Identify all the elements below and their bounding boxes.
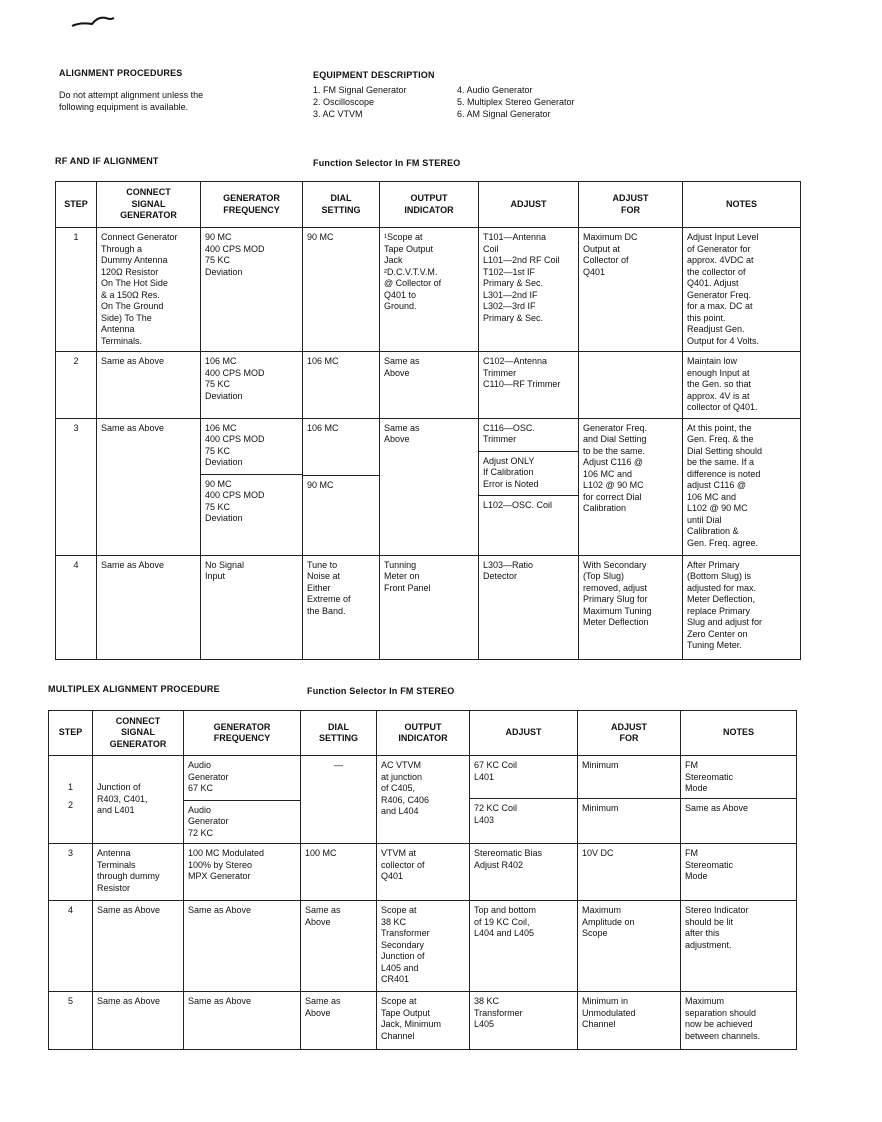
- header-step: STEP: [49, 711, 93, 756]
- header-notes: NOTES: [681, 711, 797, 756]
- connect-junction: Junction of R403, C401, and L401: [97, 782, 148, 815]
- frequency-106: 106 MC 400 CPS MOD 75 KC Deviation: [205, 422, 265, 467]
- frequency-67: Audio Generator 67 KC: [188, 760, 229, 793]
- table-row: [49, 844, 797, 901]
- header-output: OUTPUT INDICATOR: [380, 182, 479, 228]
- connect-cell: Same as Above: [97, 352, 201, 419]
- dial-cell: 90 MC: [303, 228, 380, 352]
- header-output: OUTPUT INDICATOR: [377, 711, 470, 756]
- adjust-for-cell: Maximum DC Output at Collector of Q401: [579, 228, 683, 352]
- adjust-for-cell: Maximum Amplitude on Scope: [578, 901, 681, 992]
- frequency-cell: Same as Above: [184, 992, 301, 1050]
- adjust-for-cell: [578, 756, 681, 844]
- dial-cell: Tune to Noise at Either Extreme of the Band.: [303, 555, 380, 659]
- frequency-cell: Same as Above: [184, 901, 301, 992]
- output-cell: ¹Scope at Tape Output Jack ²D.C.V.T.V.M. @ Collector of Q401 to Ground.: [380, 228, 479, 352]
- table-header-row: [56, 182, 801, 228]
- dial-90: 90 MC: [303, 475, 379, 492]
- dial-106: 106 MC: [307, 422, 339, 433]
- dial-cell: 100 MC: [301, 844, 377, 901]
- equipment-title: EQUIPMENT DESCRIPTION: [313, 70, 435, 80]
- equipment-item: 1. FM Signal Generator: [313, 85, 407, 95]
- header-step: STEP: [56, 182, 97, 228]
- alignment-note: Do not attempt alignment unless the following equipment is available.: [59, 90, 204, 112]
- header-dial: DIAL SETTING: [303, 182, 380, 228]
- adjust-cell: T101—Antenna Coil L101—2nd RF Coil T102—1st IF Primary & Sec. L301—2nd IF L302—3rd IF Primary & Sec.: [479, 228, 579, 352]
- connect-cell: Same as Above: [93, 901, 184, 992]
- equipment-item: 2. Oscilloscope: [313, 97, 375, 107]
- step-cell: 2: [56, 352, 97, 419]
- header-dial: DIAL SETTING: [301, 711, 377, 756]
- step-cell: [49, 756, 93, 844]
- step-cell: 3: [56, 418, 97, 555]
- adjust-note: Adjust ONLY If Calibration Error is Noted: [479, 451, 578, 491]
- dial-cell: Same as Above: [301, 901, 377, 992]
- notes-cell: Maintain low enough Input at the Gen. so that approx. 4V is at collector of Q401.: [683, 352, 801, 419]
- header-frequency: GENERATOR FREQUENCY: [201, 182, 303, 228]
- frequency-cell: 100 MC Modulated 100% by Stereo MPX Generator: [184, 844, 301, 901]
- adjust-for-cell: Minimum in Unmodulated Channel: [578, 992, 681, 1050]
- header-connect: CONNECT SIGNAL GENERATOR: [97, 182, 201, 228]
- frequency-cell: [184, 756, 301, 844]
- connect-cell: Same as Above: [97, 418, 201, 555]
- output-cell: Tunning Meter on Front Panel: [380, 555, 479, 659]
- header-adjust-for: ADJUST FOR: [578, 711, 681, 756]
- adjust-c116: C116—OSC. Trimmer: [483, 422, 535, 444]
- step-2: 2: [67, 800, 73, 810]
- notes-cell: Maximum separation should now be achieved between channels.: [681, 992, 797, 1050]
- adjust-for-72: Minimum: [578, 798, 680, 815]
- adjust-for-cell: Generator Freq. and Dial Setting to be the same. Adjust C116 @ 106 MC and L102 @ 90 MC for correct Dial Calibration: [579, 418, 683, 555]
- frequency-72: Audio Generator 72 KC: [184, 800, 300, 840]
- notes-67: FM Stereomatic Mode: [685, 760, 734, 793]
- adjust-72: 72 KC Coil L403: [470, 798, 577, 826]
- adjust-67: 67 KC Coil L401: [474, 760, 518, 782]
- mpx-alignment-table: [48, 710, 797, 1050]
- rf-alignment-table: [55, 181, 801, 660]
- mpx-function-selector: Function Selector In FM STEREO: [307, 686, 455, 696]
- frequency-90: 90 MC 400 CPS MOD 75 KC Deviation: [201, 474, 302, 525]
- adjust-for-cell: 10V DC: [578, 844, 681, 901]
- output-cell: Scope at 38 KC Transformer Secondary Junction of L405 and CR401: [377, 901, 470, 992]
- notes-cell: Stereo Indicator should be lit after this adjustment.: [681, 901, 797, 992]
- frequency-cell: 90 MC 400 CPS MOD 75 KC Deviation: [201, 228, 303, 352]
- adjust-for-cell: With Secondary (Top Slug) removed, adjust Primary Slug for Maximum Tuning Meter Deflection: [579, 555, 683, 659]
- dial-cell: —: [301, 756, 377, 844]
- adjust-cell: Top and bottom of 19 KC Coil, L404 and L405: [470, 901, 578, 992]
- step-cell: 1: [56, 228, 97, 352]
- header-adjust-for: ADJUST FOR: [579, 182, 683, 228]
- table-row: [56, 228, 801, 352]
- notes-cell: At this point, the Gen. Freq. & the Dial Setting should be the same. If a difference is noted adjust C116 @ 106 MC and L102 @ 90 MC until Dial Calibration & Gen. Freq. agree.: [683, 418, 801, 555]
- frequency-cell: 106 MC 400 CPS MOD 75 KC Deviation: [201, 352, 303, 419]
- table-row: [56, 352, 801, 419]
- connect-cell: Antenna Terminals through dummy Resistor: [93, 844, 184, 901]
- notes-cell: [681, 756, 797, 844]
- step-cell: 4: [56, 555, 97, 659]
- adjust-for-67: Minimum: [582, 760, 619, 770]
- equipment-item: 3. AC VTVM: [313, 109, 363, 119]
- adjust-cell: L303—Ratio Detector: [479, 555, 579, 659]
- output-cell: Same as Above: [380, 352, 479, 419]
- connect-cell: Connect Generator Through a Dummy Antenna 120Ω Resistor On The Hot Side & a 150Ω Res. On The Ground Side) To The Antenna Terminals.: [97, 228, 201, 352]
- table-row: [56, 555, 801, 659]
- header-frequency: GENERATOR FREQUENCY: [184, 711, 301, 756]
- output-cell: Scope at Tape Output Jack, Minimum Channel: [377, 992, 470, 1050]
- table-row: [49, 992, 797, 1050]
- header-notes: NOTES: [683, 182, 801, 228]
- header-adjust: ADJUST: [479, 182, 579, 228]
- handwritten-mark: [70, 12, 120, 32]
- rf-function-selector: Function Selector In FM STEREO: [313, 158, 461, 168]
- adjust-cell: C102—Antenna Trimmer C110—RF Trimmer: [479, 352, 579, 419]
- output-cell: AC VTVM at junction of C405, R406, C406 and L404: [377, 756, 470, 844]
- step-1: 1: [67, 782, 73, 792]
- adjust-l102: L102—OSC. Coil: [479, 495, 578, 512]
- frequency-cell: No Signal Input: [201, 555, 303, 659]
- connect-cell: Same as Above: [97, 555, 201, 659]
- dial-cell: [303, 418, 380, 555]
- output-cell: Same as Above: [380, 418, 479, 555]
- connect-cell: [93, 756, 184, 844]
- mpx-section-title: MULTIPLEX ALIGNMENT PROCEDURE: [48, 684, 220, 694]
- notes-cell: Adjust Input Level of Generator for approx. 4VDC at the collector of Q401. Adjust Generator Freq. for a max. DC at this point. Readjust Gen. Output for 4 Volts.: [683, 228, 801, 352]
- equipment-item: 5. Multiplex Stereo Generator: [457, 97, 575, 107]
- header-connect: CONNECT SIGNAL GENERATOR: [93, 711, 184, 756]
- output-cell: VTVM at collector of Q401: [377, 844, 470, 901]
- notes-72: Same as Above: [681, 798, 796, 815]
- table-row: [49, 901, 797, 992]
- rf-section-title: RF AND IF ALIGNMENT: [55, 156, 159, 166]
- adjust-cell: [479, 418, 579, 555]
- step-cell: 3: [49, 844, 93, 901]
- header-adjust: ADJUST: [470, 711, 578, 756]
- table-header-row: [49, 711, 797, 756]
- dial-cell: Same as Above: [301, 992, 377, 1050]
- equipment-item: 4. Audio Generator: [457, 85, 533, 95]
- frequency-cell: [201, 418, 303, 555]
- step-cell: 4: [49, 901, 93, 992]
- alignment-title: ALIGNMENT PROCEDURES: [59, 68, 183, 78]
- table-row: [56, 418, 801, 555]
- dial-cell: 106 MC: [303, 352, 380, 419]
- table-row: [49, 756, 797, 844]
- equipment-item: 6. AM Signal Generator: [457, 109, 551, 119]
- notes-cell: After Primary (Bottom Slug) is adjusted for max. Meter Deflection, replace Primary Slug and adjust for Zero Center on Tuning Meter.: [683, 555, 801, 659]
- adjust-for-cell: [579, 352, 683, 419]
- step-cell: 5: [49, 992, 93, 1050]
- adjust-cell: 38 KC Transformer L405: [470, 992, 578, 1050]
- notes-cell: FM Stereomatic Mode: [681, 844, 797, 901]
- connect-cell: Same as Above: [93, 992, 184, 1050]
- adjust-cell: Stereomatic Bias Adjust R402: [470, 844, 578, 901]
- adjust-cell: [470, 756, 578, 844]
